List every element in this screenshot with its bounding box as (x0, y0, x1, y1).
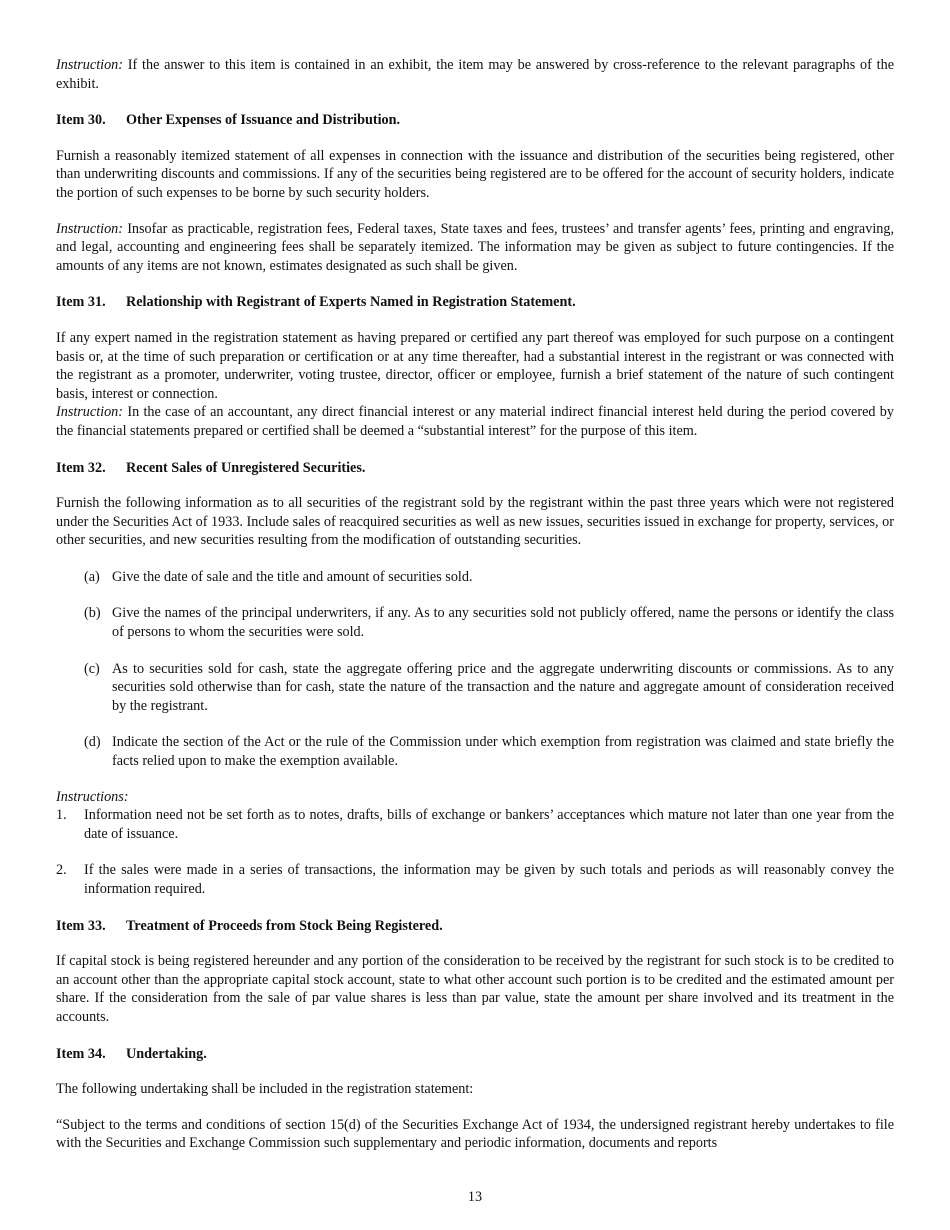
page-number: 13 (467, 1189, 483, 1205)
item-31-title: Relationship with Registrant of Experts Named in Registration Statement. (126, 294, 576, 311)
item-30-number: Item 30. (56, 112, 106, 129)
instruction-label: Instruction: (56, 220, 123, 237)
instruction-paragraph (56, 56, 894, 93)
item-30-title: Other Expenses of Issuance and Distribution. (126, 112, 401, 129)
item-31-instruction (56, 403, 894, 440)
instruction-text: If the answer to this item is contained in an exhibit, the item may be answered by cross-reference to the relevant paragraphs of the exhibit. (56, 57, 894, 92)
item-32-heading (56, 459, 894, 478)
list-item (84, 660, 894, 716)
list-text: Give the date of sale and the title and amount of securities sold. (112, 568, 473, 585)
item-34-heading (56, 1045, 894, 1064)
list-item (56, 806, 894, 843)
list-text: If the sales were made in a series of transactions, the information may be given by such totals and periods as will reasonably convey the information required. (84, 862, 894, 897)
item-33-body: If capital stock is being registered hereunder and any portion of the consideration to be received by the registrant for such stock is to be credited to an account other than the appropriate capital stock account, state to what other account such portion is to be credited and the estimated amount per share. If the consideration from the sale of par value shares is less than par value, state the amount per share involved and its treatment in the accounts. (56, 953, 894, 1025)
list-marker: (c) (84, 660, 100, 677)
item-34-quote: “Subject to the terms and conditions of section 15(d) of the Securities Exchange Act of 1934, the undersigned registrant hereby undertakes to file with the Securities and Exchange Commission such supplementary and periodic information, documents and reports (56, 1116, 894, 1152)
list-text: Give the names of the principal underwriters, if any. As to any securities sold not publicly offered, name the persons or identify the class of persons to whom the securities were sold. (112, 605, 894, 641)
item-32-list (84, 568, 894, 771)
item-32-body: Furnish the following information as to all securities of the registrant sold by the registrant within the past three years which were not registered under the Securities Act of 1933. Include sales of reacquired securities as well as new issues, securities issued in exchange for property, services, or other securities, and new securities resulting from the modification of outstanding securities. (56, 495, 894, 549)
item-34-body: The following undertaking shall be included in the registration statement: (56, 1081, 474, 1098)
list-text: As to securities sold for cash, state the aggregate offering price and the aggregate underwriting discounts or commissions. As to any securities sold otherwise than for cash, state the nature of the transaction and the nature and aggregate amount of consideration received by the registrant. (112, 660, 894, 714)
item-30-instruction (56, 220, 894, 276)
instructions-label: Instructions: (56, 788, 129, 805)
item-30-heading (56, 111, 894, 130)
item-31-number: Item 31. (56, 294, 106, 311)
item-32-title: Recent Sales of Unregistered Securities. (126, 459, 366, 476)
item-33-number: Item 33. (56, 917, 106, 934)
document-page (56, 56, 894, 1153)
list-marker: 2. (56, 862, 67, 879)
instruction-label: Instruction: (56, 57, 123, 73)
list-marker: 1. (56, 807, 67, 824)
list-item (84, 604, 894, 641)
list-item (56, 861, 894, 898)
list-marker: (a) (84, 568, 100, 585)
item-30-body: Furnish a reasonably itemized statement of all expenses in connection with the issuance and distribution of the securities being registered, other than underwriting discounts and commissions. If any of the securities being registered are to be offered for the account of security holders, indicate the portion of such expenses to be borne by such security holders. (56, 147, 894, 201)
item-31-body: If any expert named in the registration statement as having prepared or certified any part thereof was employed for such purpose on a contingent basis or, at the time of such preparation or certification or at any time thereafter, had a substantial interest in the registrant or was connected with the registrant as a promoter, underwriter, voting trustee, director, officer or employee, furnish a brief statement of the nature of such contingent basis, interest or connection. (56, 329, 894, 402)
list-marker: (d) (84, 734, 101, 751)
item-33-heading (56, 917, 894, 936)
item-34-number: Item 34. (56, 1045, 106, 1062)
instruction-label: Instruction: (56, 404, 123, 421)
list-marker: (b) (84, 605, 101, 622)
list-item (84, 568, 894, 587)
item-32-number: Item 32. (56, 459, 106, 476)
item-33-title: Treatment of Proceeds from Stock Being Registered. (126, 917, 443, 934)
instructions-list (56, 806, 894, 898)
list-item (84, 733, 894, 770)
list-text: Indicate the section of the Act or the rule of the Commission under which exemption from registration was claimed and state briefly the facts relied upon to make the exemption available. (112, 734, 894, 770)
instruction-text: In the case of an accountant, any direct financial interest or any material indirect financial interest held during the period covered by the financial statements prepared or certified shall be deemed a “substantial interest” for the purpose of this item. (56, 404, 894, 439)
instruction-text: Insofar as practicable, registration fees, Federal taxes, State taxes and fees, trustees’ and transfer agents’ fees, printing and engraving, and legal, accounting and engineering fees shall be separately itemized. The information may be given as subject to future contingencies. If the amounts of any items are not known, estimates designated as such shall be given. (56, 220, 894, 274)
item-31-heading (56, 293, 894, 312)
item-34-title: Undertaking. (126, 1045, 207, 1062)
list-text: Information need not be set forth as to notes, drafts, bills of exchange or bankers’ acceptances which mature not later than one year from the date of issuance. (84, 807, 894, 842)
